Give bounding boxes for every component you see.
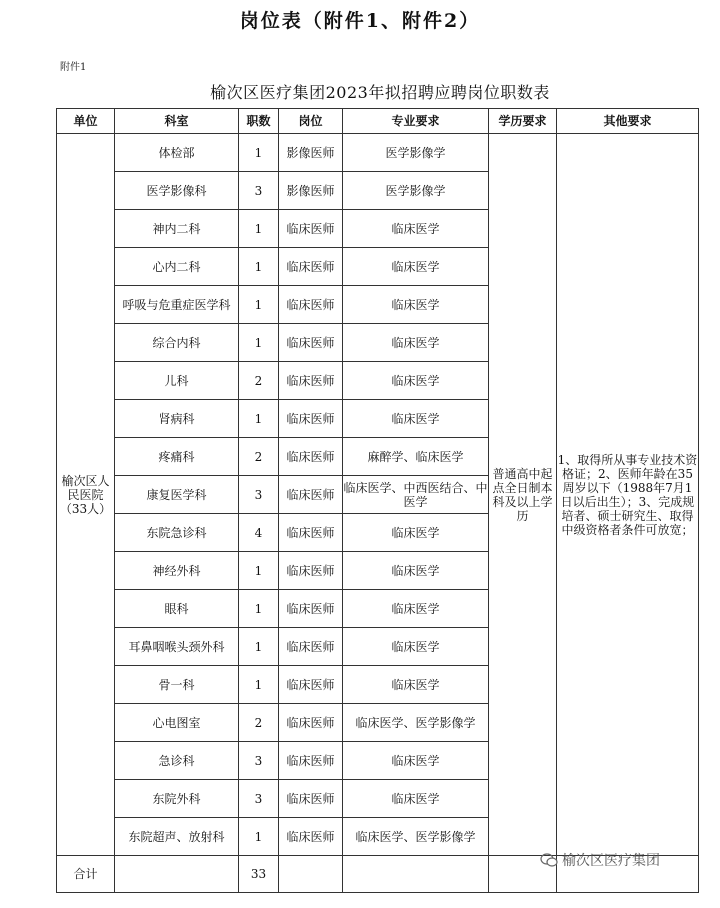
positions-table (56, 108, 699, 893)
dept-cell: 眼科 (115, 590, 239, 628)
position-cell: 临床医师 (279, 818, 343, 856)
position-cell: 临床医师 (279, 248, 343, 286)
dept-cell: 急诊科 (115, 742, 239, 780)
unit-cell: 榆次区人民医院（33人） (57, 134, 115, 856)
major-cell: 临床医学 (343, 780, 489, 818)
major-cell: 临床医学 (343, 400, 489, 438)
major-cell: 临床医学 (343, 248, 489, 286)
position-cell: 临床医师 (279, 552, 343, 590)
position-cell: 临床医师 (279, 704, 343, 742)
count-cell: 1 (239, 666, 279, 704)
dept-cell: 疼痛科 (115, 438, 239, 476)
position-cell: 影像医师 (279, 172, 343, 210)
header-education: 学历要求 (489, 109, 557, 134)
major-cell: 麻醉学、临床医学 (343, 438, 489, 476)
dept-cell: 骨一科 (115, 666, 239, 704)
major-cell: 医学影像学 (343, 172, 489, 210)
header-count: 职数 (239, 109, 279, 134)
dept-cell: 东院外科 (115, 780, 239, 818)
table-title: 榆次区医疗集团2023年拟招聘应聘岗位职数表 (210, 83, 550, 102)
major-cell: 临床医学、医学影像学 (343, 818, 489, 856)
count-cell: 1 (239, 286, 279, 324)
dept-cell: 儿科 (115, 362, 239, 400)
header-row (57, 109, 699, 134)
major-cell: 医学影像学 (343, 134, 489, 172)
major-cell: 临床医学 (343, 514, 489, 552)
count-cell: 1 (239, 248, 279, 286)
count-cell: 4 (239, 514, 279, 552)
total-label: 合计 (57, 856, 115, 893)
position-cell: 临床医师 (279, 362, 343, 400)
count-cell: 1 (239, 134, 279, 172)
count-cell: 3 (239, 172, 279, 210)
count-cell: 3 (239, 476, 279, 514)
position-cell: 临床医师 (279, 514, 343, 552)
dept-cell: 东院急诊科 (115, 514, 239, 552)
total-empty (343, 856, 489, 893)
page-title: 岗位表（附件1、附件2） (239, 10, 481, 32)
major-cell: 临床医学 (343, 742, 489, 780)
attachment-label: 附件1 (60, 62, 87, 73)
dept-cell: 肾病科 (115, 400, 239, 438)
header-major: 专业要求 (343, 109, 489, 134)
dept-cell: 耳鼻咽喉头颈外科 (115, 628, 239, 666)
major-cell: 临床医学 (343, 286, 489, 324)
count-cell: 3 (239, 742, 279, 780)
header-position: 岗位 (279, 109, 343, 134)
count-cell: 2 (239, 362, 279, 400)
count-cell: 1 (239, 400, 279, 438)
dept-cell: 心内二科 (115, 248, 239, 286)
table-row (57, 134, 699, 172)
position-cell: 临床医师 (279, 628, 343, 666)
count-cell: 1 (239, 628, 279, 666)
header-unit: 单位 (57, 109, 115, 134)
dept-cell: 神经外科 (115, 552, 239, 590)
position-cell: 临床医师 (279, 780, 343, 818)
watermark-text: 榆次区医疗集团 (562, 853, 660, 869)
count-cell: 1 (239, 590, 279, 628)
major-cell: 临床医学、医学影像学 (343, 704, 489, 742)
total-count: 33 (239, 856, 279, 893)
dept-cell: 康复医学科 (115, 476, 239, 514)
dept-cell: 心电图室 (115, 704, 239, 742)
position-cell: 临床医师 (279, 742, 343, 780)
education-cell: 普通高中起点全日制本科及以上学历 (489, 134, 557, 856)
count-cell: 1 (239, 210, 279, 248)
table-body (57, 134, 699, 893)
major-cell: 临床医学 (343, 210, 489, 248)
total-empty (279, 856, 343, 893)
position-cell: 临床医师 (279, 476, 343, 514)
major-cell: 临床医学 (343, 552, 489, 590)
position-cell: 临床医师 (279, 666, 343, 704)
dept-cell: 医学影像科 (115, 172, 239, 210)
count-cell: 1 (239, 324, 279, 362)
major-cell: 临床医学 (343, 590, 489, 628)
position-cell: 临床医师 (279, 324, 343, 362)
position-cell: 临床医师 (279, 400, 343, 438)
dept-cell: 呼吸与危重症医学科 (115, 286, 239, 324)
dept-cell: 神内二科 (115, 210, 239, 248)
count-cell: 3 (239, 780, 279, 818)
count-cell: 1 (239, 818, 279, 856)
major-cell: 临床医学 (343, 362, 489, 400)
position-cell: 临床医师 (279, 438, 343, 476)
count-cell: 1 (239, 552, 279, 590)
watermark (540, 850, 660, 870)
count-cell: 2 (239, 704, 279, 742)
major-cell: 临床医学 (343, 666, 489, 704)
dept-cell: 体检部 (115, 134, 239, 172)
header-dept: 科室 (115, 109, 239, 134)
major-cell: 临床医学 (343, 324, 489, 362)
other-requirements-cell: 1、取得所从事专业技术资格证；2、医师年龄在35周岁以下（1988年7月1日以后出生）；3、完成规培者、硕士研究生、取得中级资格者条件可放宽； (557, 134, 699, 856)
dept-cell: 综合内科 (115, 324, 239, 362)
major-cell: 临床医学 (343, 628, 489, 666)
position-cell: 临床医师 (279, 286, 343, 324)
position-cell: 临床医师 (279, 590, 343, 628)
total-dept-empty (115, 856, 239, 893)
major-cell: 临床医学、中西医结合、中医学 (343, 476, 489, 514)
wechat-icon (540, 853, 558, 867)
position-cell: 临床医师 (279, 210, 343, 248)
count-cell: 2 (239, 438, 279, 476)
header-other: 其他要求 (557, 109, 699, 134)
dept-cell: 东院超声、放射科 (115, 818, 239, 856)
position-cell: 影像医师 (279, 134, 343, 172)
